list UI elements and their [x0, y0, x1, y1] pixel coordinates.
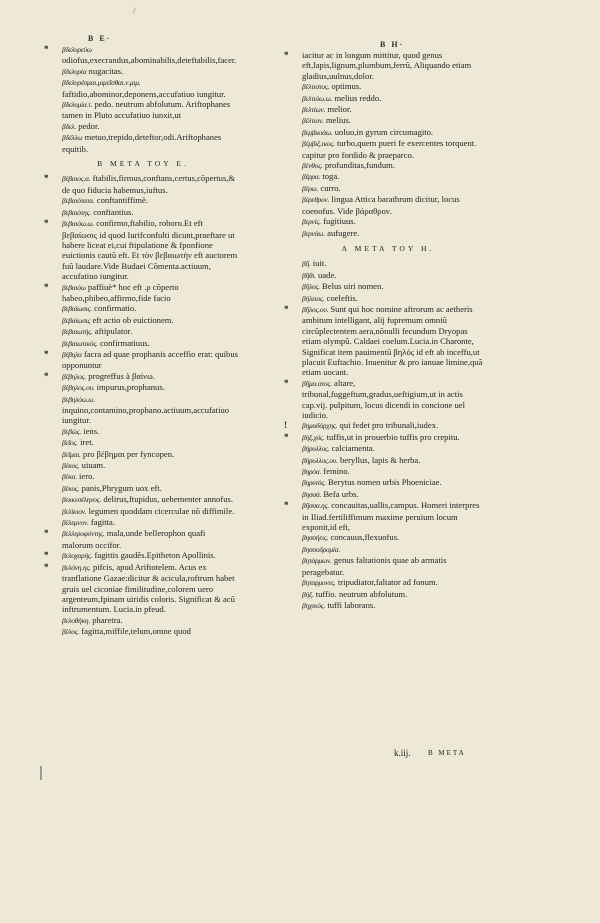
- entry-headword: βέβηλος.: [62, 371, 87, 381]
- section-heading-left: B META TOY E.: [97, 159, 189, 169]
- marginal-mark: *: [44, 281, 49, 292]
- entry-definition: confirmatio.: [94, 303, 137, 314]
- dictionary-entry: [44, 348, 238, 371]
- entry-definition: pedo. neutrum abfolutum. Ariftophanes tamen in Pluto accufatiuo iunxit,ut: [62, 99, 231, 121]
- entry-headword: βελτιόω.ω.: [302, 93, 333, 103]
- entry-headword: βελόνη.ης.: [62, 562, 91, 572]
- marginal-mark: *: [284, 303, 289, 314]
- entry-headword: βελίκιον.: [62, 506, 87, 516]
- entry-headword: βέλτιον.: [302, 116, 324, 126]
- entry-headword: βδελυρεύω: [62, 45, 92, 54]
- entry-definition: ftabilis,firmus,conftans,certus,cõpertus,& de quo fiducia habemus,iuftus.: [62, 173, 236, 195]
- dictionary-entry: [284, 500, 488, 533]
- dictionary-entry: [48, 517, 238, 528]
- running-head-right: B H·: [380, 40, 405, 49]
- entry-definition: pharetra.: [92, 614, 123, 625]
- dictionary-entry: [288, 127, 488, 138]
- entry-definition: inquino,contamino,prophano.actiuum,accufatiuo iungitur.: [62, 405, 230, 426]
- dictionary-entry: [288, 93, 488, 104]
- entry-headword: βέμβιξ.ικος.: [302, 139, 335, 149]
- entry-headword: βήρυλλος.ου.: [302, 455, 338, 465]
- entry-definition: melior.: [327, 104, 352, 115]
- dictionary-entry: [44, 370, 238, 382]
- entry-headword: βελτίων.: [302, 105, 326, 115]
- dictionary-entry: [288, 477, 488, 488]
- entry-headword: βηρόα.: [302, 467, 322, 477]
- dictionary-entry: [288, 600, 488, 611]
- dictionary-entry: [44, 218, 238, 282]
- marginal-mark: *: [44, 173, 49, 184]
- dictionary-entry: [288, 270, 488, 281]
- entry-headword: βῆσσα.ης.: [302, 501, 330, 511]
- entry-headword: βέκος.: [62, 483, 80, 493]
- entry-headword: βηχικός.: [302, 600, 326, 610]
- dictionary-entry: [288, 577, 488, 588]
- entry-headword: βέλος.: [62, 627, 80, 637]
- dictionary-entry: [48, 99, 238, 121]
- entry-definition: aftipulator.: [94, 326, 133, 337]
- entry-headword: βεῖος.: [62, 438, 78, 448]
- dictionary-entry: [288, 138, 488, 160]
- marginal-mark: *: [284, 431, 289, 442]
- marginal-mark: *: [284, 50, 289, 60]
- dictionary-entry: [284, 431, 488, 443]
- dictionary-entry: [288, 81, 488, 92]
- entry-definition: concauus,flexuofus.: [330, 532, 400, 543]
- entry-definition: uiuam.: [81, 460, 106, 471]
- marginal-mark: *: [284, 500, 289, 511]
- dictionary-entry: [284, 377, 488, 421]
- entry-definition: Befa urbs.: [323, 488, 359, 499]
- entry-headword: βδέλλω: [62, 133, 83, 143]
- entry-definition: Berytus nomen urbis Phoeniciae.: [328, 477, 442, 488]
- dictionary-entry: [48, 506, 238, 517]
- entry-definition: melius.: [325, 115, 351, 126]
- entry-headword: βέλεμνον.: [62, 518, 89, 528]
- dictionary-entry: [288, 281, 488, 292]
- entry-headword: βεβηλόω.ω.: [62, 394, 95, 404]
- entry-definition: optimus.: [331, 81, 362, 92]
- entry-headword: βησσοδρομία.: [302, 544, 341, 554]
- entry-definition: conftantiffimè.: [96, 195, 148, 206]
- entry-headword: βησσήεις.: [302, 533, 329, 543]
- entry-definition: femino.: [323, 466, 350, 477]
- entry-definition: turbo,quem pueri fe exercentes torquent. capitur pro fordido & praeparco.: [302, 138, 477, 160]
- marginal-mark: *: [44, 370, 49, 381]
- marginal-mark: *: [44, 44, 49, 54]
- entry-headword: βέρεθρον.: [302, 195, 330, 205]
- entry-headword: βεβαιόω: [62, 282, 86, 292]
- entry-definition: impurus,prophanus.: [96, 382, 165, 393]
- dictionary-entry: [48, 315, 238, 326]
- right-entries-after: [284, 258, 488, 611]
- entry-headword: βερνάω.: [302, 228, 325, 238]
- entry-definition: pedor.: [78, 120, 100, 131]
- dictionary-entry: [288, 466, 488, 477]
- dictionary-entry: [48, 394, 238, 426]
- dictionary-entry: [48, 326, 238, 337]
- entry-definition: progreffus à βαίνω.: [88, 370, 155, 381]
- dictionary-entry: [44, 550, 238, 561]
- entry-definition: faftidio,abominor,deponens,accufatiuo iungitur.: [62, 88, 226, 99]
- entry-headword: βεκκεσέληνος.: [62, 495, 102, 505]
- dictionary-entry: [48, 121, 238, 132]
- entry-headword: βεῖμαι.: [62, 449, 81, 459]
- entry-definition: odiofus,execrandus,abominabilis,deteftabilis,facer.: [62, 55, 237, 66]
- marginal-mark: !: [284, 420, 287, 431]
- entry-definition: fagitta.: [90, 517, 115, 528]
- entry-definition: altare, tribunal,fuggeftum,gradus,ueftigium,ut in actis cap.vij. pulpitum, locus dicendi in concione uel iudicio.: [302, 377, 466, 420]
- entry-headword: βελοχαρής.: [62, 551, 93, 561]
- left-column: [44, 44, 238, 638]
- entry-headword: βέλτιστος.: [302, 82, 330, 92]
- entry-definition: uade.: [318, 269, 337, 280]
- dictionary-entry: [288, 115, 488, 126]
- marginal-mark: *: [44, 218, 49, 229]
- section-heading-right: A META TOY H.: [341, 243, 435, 253]
- dictionary-entry: [284, 420, 488, 431]
- entry-definition: toga.: [322, 171, 340, 182]
- dictionary-entry: [48, 437, 238, 448]
- right-column: [284, 50, 488, 611]
- entry-headword: βῆλος.ου.: [302, 304, 329, 314]
- dictionary-entry: [44, 281, 238, 304]
- entry-definition: calciamenta.: [331, 443, 375, 454]
- entry-headword: βεμβικιάω.: [302, 127, 333, 137]
- entry-definition: curro.: [320, 182, 341, 193]
- entry-definition: metuo,trepido,deteftor,odi.Ariftophanes equitib.: [62, 132, 222, 154]
- entry-definition: panis,Phrygum uox eft.: [81, 482, 162, 493]
- entry-definition: delirus,ftupidus, uehementer annofus.: [103, 494, 233, 505]
- dictionary-entry: [288, 183, 488, 194]
- dictionary-entry: [288, 455, 488, 466]
- dictionary-entry: [288, 194, 488, 216]
- dictionary-entry: [48, 195, 238, 206]
- entry-definition: uoluo,in gyrum circumagito.: [334, 126, 434, 137]
- marginal-mark: *: [44, 528, 49, 539]
- entry-definition: melius reddo.: [334, 92, 382, 103]
- dictionary-entry: [288, 171, 488, 182]
- entry-headword: βερνίς.: [302, 217, 321, 227]
- dictionary-entry: [288, 216, 488, 227]
- dictionary-entry: [288, 104, 488, 115]
- entry-definition: tuffio. neutrum abfolutum.: [315, 588, 408, 599]
- signature-mark: k.iij.: [394, 748, 411, 758]
- marginal-mark: *: [44, 550, 49, 561]
- entry-definition: confirmatiuus.: [99, 337, 150, 348]
- entry-definition: tuffis,ut in prouerbio tuffis pro crepitu.: [326, 431, 460, 442]
- entry-headword: βήλειος.: [302, 293, 325, 303]
- dictionary-entry: [288, 258, 488, 269]
- dictionary-entry: [288, 544, 488, 555]
- entry-headword: βένθος.: [302, 161, 323, 171]
- entry-definition: pro βέβημαι per fyncopen.: [82, 448, 175, 459]
- dictionary-entry: [48, 132, 238, 154]
- entry-definition: beryllus, lapis & herba.: [339, 454, 421, 465]
- entry-headword: βδελυμία.τ.: [62, 100, 93, 110]
- entry-headword: βῆθι.: [302, 270, 316, 280]
- dictionary-entry: [288, 228, 488, 239]
- left-entries-before: [44, 44, 238, 154]
- entry-headword: βεβαιόω.ω.: [62, 219, 95, 229]
- entry-definition: pifcis, apud Ariftotelem. Acus ex tranflatione Gazae:dicitur & acicula,roftrum habet gruis uel ciconiae fimilitudine,colorem uero argenteum,fpinam uiridis coloris. Significat & acũ inftrumentum. Lucia.in pfeud.: [62, 561, 235, 615]
- entry-definition: legumen quoddam cicerculae nõ diffimile.: [88, 505, 235, 516]
- entry-definition: fagitta,miffile,telum,omne quod: [81, 626, 191, 637]
- left-entries-after: [44, 173, 238, 637]
- entry-headword: βδελυρία: [62, 66, 87, 76]
- dictionary-entry: [48, 449, 238, 460]
- margin-rule: [40, 766, 42, 780]
- dictionary-entry: [288, 589, 488, 600]
- entry-definition: iens.: [83, 425, 100, 436]
- entry-headword: βήξ.: [302, 589, 314, 599]
- entry-headword: βελλεροφόντης.: [62, 529, 105, 539]
- dictionary-entry: [288, 160, 488, 171]
- entry-headword: βητάρμων.: [302, 556, 332, 566]
- entry-definition: iret.: [80, 437, 94, 448]
- margin-mark: /: [133, 6, 136, 16]
- entry-headword: βεβαίωσις.: [62, 304, 92, 314]
- dictionary-entry: [48, 382, 238, 393]
- marginal-mark: *: [44, 561, 49, 572]
- entry-headword: βεβαίωσις: [62, 315, 91, 325]
- dictionary-entry: [44, 561, 238, 615]
- dictionary-entry: [48, 615, 238, 626]
- dictionary-entry: [48, 66, 238, 77]
- entry-headword: βήξ.χός.: [302, 432, 325, 442]
- entry-definition: tripudiator,faltator ad fonum.: [337, 577, 438, 588]
- dictionary-entry: [48, 77, 238, 99]
- entry-definition: lingua Attica barathrum dicitur, locus coenofus. Vide βάραθρον.: [302, 194, 460, 216]
- entry-headword: βεβαιωτικὸς.: [62, 338, 98, 348]
- entry-headword: βέκος.: [62, 461, 80, 471]
- dictionary-entry: [48, 460, 238, 471]
- entry-definition: iacitur ac in longum mittitur, quod genus eft,lapis,lignum,plumbum,ferrũ, Aliquando etiam gladius,uulnus,dolor.: [302, 50, 472, 81]
- entry-definition: concauitas,uallis,campus. Homeri interpres in Iliad.fertiliffimum maxime peruium locum exponit,id eft,: [302, 500, 480, 533]
- entry-headword: βεβαιωτής.: [62, 327, 93, 337]
- entry-definition: eft actio ob euictionem.: [92, 314, 174, 325]
- entry-definition: Sunt qui hoc nomine aftrorum ac aetheris ambitum intelligant, alij fupremum omniũ circũplectentem aera,nõnulli fecundum Dryopas etiam olympũ. Caldaei coelum.Lucia.in Charonte, Significat item pauimentũ βηλός id eft ab inceffu,ut placuit Euftachio. Inuenitur & pro ianuae limine,quã etiam uocant.: [302, 303, 483, 378]
- entry-headword: βηρυτὸς.: [302, 478, 326, 488]
- dictionary-entry: [44, 528, 238, 550]
- entry-headword: βελοθήκη.: [62, 615, 91, 625]
- dictionary-entry: [44, 173, 238, 195]
- dictionary-entry: [288, 443, 488, 454]
- entry-headword: βησσὰ.: [302, 489, 322, 499]
- dictionary-entry: [288, 532, 488, 543]
- entry-headword: βέβηλα: [62, 349, 82, 359]
- entry-definition: coeleftis.: [326, 292, 358, 303]
- dictionary-entry: [44, 44, 238, 66]
- entry-definition: fagittis gaudẽs.Epitheton Apollinis.: [94, 550, 216, 561]
- dictionary-entry: [48, 426, 238, 437]
- entry-definition: iuit.: [312, 258, 327, 269]
- entry-definition: nugacitas.: [88, 65, 124, 76]
- dictionary-entry: [284, 50, 488, 81]
- entry-definition: mala,unde bellerophon quafi malorum occifor.: [62, 528, 206, 550]
- entry-headword: βῆλος.: [302, 282, 320, 292]
- entry-headword: βέρω.: [302, 183, 319, 193]
- dictionary-entry: [48, 494, 238, 505]
- entry-definition: paffiuè* hoc eft .ρ cõperto habeo,phibeo,affirmo,fide facio: [62, 281, 179, 303]
- entry-definition: fugitiuus.: [323, 216, 356, 227]
- entry-headword: βῆμα.ατος.: [302, 378, 332, 388]
- entry-headword: βεβαιότατα.: [62, 196, 95, 206]
- running-head-left: B E·: [88, 34, 112, 43]
- entry-headword: βημαδάρχης.: [302, 421, 338, 431]
- entry-headword: βεβώς.: [62, 426, 82, 436]
- dictionary-entry: [48, 207, 238, 218]
- dictionary-entry: [48, 303, 238, 314]
- entry-definition: confirmo,ftabilio, roboro.Et eft βεβαίωσις id quod Iurifconfulti dicunt,praeftare ut habere liceat ei,cui ftipulatione & fponfione euictionis cautũ eft. Et τὸν βεβαιωτὴν eft auctorem fuũ laudare.Vide Budaei Cõmenta.actiuum, accufatiuo iungitur.: [62, 218, 238, 282]
- entry-definition: Belus uiri nomen.: [322, 281, 384, 292]
- right-entries-before: [284, 50, 488, 239]
- catchword: B META: [428, 749, 466, 757]
- entry-headword: βέβαιος.α.: [62, 174, 91, 184]
- entry-headword: βδελυρέσμαι.μιμεῖσθαι.ν.μιμ.: [62, 78, 141, 88]
- dictionary-entry: [48, 471, 238, 482]
- entry-headword: βέβηλος.ου.: [62, 383, 95, 393]
- dictionary-entry: [284, 303, 488, 378]
- entry-headword: βεβαιότης.: [62, 207, 92, 217]
- marginal-mark: *: [44, 348, 49, 359]
- dictionary-entry: [48, 626, 238, 637]
- entry-definition: profunditas,fundum.: [324, 160, 395, 171]
- entry-headword: βδελ.: [62, 121, 77, 131]
- dictionary-entry: [288, 555, 488, 577]
- dictionary-entry: [48, 338, 238, 349]
- entry-definition: conftantius.: [93, 206, 134, 217]
- entry-definition: qui fedet pro tribunali,iudex.: [339, 420, 439, 431]
- entry-headword: βηταρμονες.: [302, 578, 336, 588]
- entry-definition: tuffi laborans.: [327, 599, 376, 610]
- marginal-mark: *: [284, 377, 289, 388]
- entry-definition: aufugere.: [327, 227, 360, 238]
- entry-definition: iero.: [79, 471, 95, 482]
- entry-headword: βέρρα.: [302, 172, 321, 182]
- entry-headword: βήρυλλος.: [302, 444, 330, 454]
- entry-definition: facra ad quae prophanis acceffio erat: quibus opponuntur: [62, 348, 238, 371]
- dictionary-entry: [48, 483, 238, 494]
- dictionary-entry: [288, 293, 488, 304]
- entry-headword: βέκα.: [62, 472, 77, 482]
- entry-headword: βῆ.: [302, 259, 311, 269]
- entry-definition: genus faltationis quae ab armatis peragebatur.: [302, 555, 447, 577]
- dictionary-entry: [288, 489, 488, 500]
